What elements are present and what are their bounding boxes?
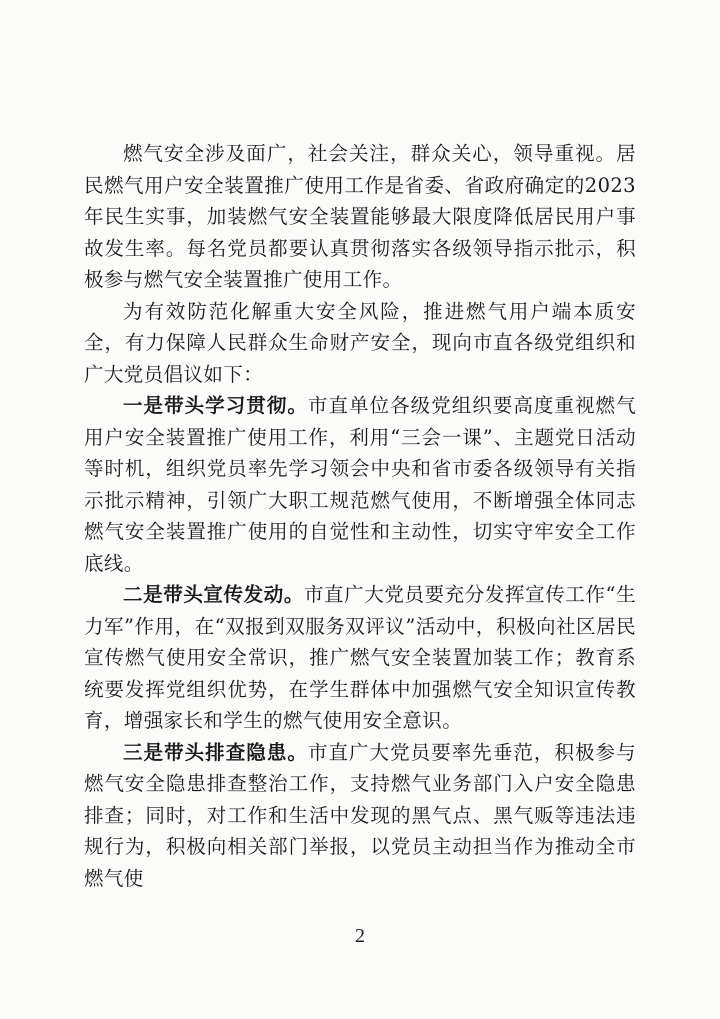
paragraph-item-2 [84, 579, 636, 737]
paragraph-lead: 一是带头学习贯彻。 [123, 394, 308, 417]
paragraph-text: 市直单位各级党组织要高度重视燃气用户安全装置推广使用工作，利用“三会一课”、主题党日活动等时机，组织党员率先学习领会中央和省市委各级领导有关指示批示精神，引领广大职工规范燃气使用，不断增强全体同志燃气安全装置推广使用的自觉性和主动性，切实守牢安全工作底线。 [84, 394, 636, 575]
paragraph-proposal [84, 296, 636, 391]
document-body [84, 138, 636, 894]
paragraph-item-3 [84, 737, 636, 895]
paragraph-item-1 [84, 390, 636, 579]
paragraph-text: 燃气安全涉及面广，社会关注，群众关心，领导重视。居民燃气用户安全装置推广使用工作是省委、省政府确定的2023年民生实事，加装燃气安全装置能够最大限度降低居民用户事故发生率。每名党员都要认真贯彻落实各级领导指示批示，积极参与燃气安全装置推广使用工作。 [84, 142, 636, 291]
paragraph-intro [84, 138, 636, 296]
paragraph-text: 市直广大党员要充分发挥宣传工作“生力军”作用，在“双报到双服务双评议”活动中，积极向社区居民宣传燃气使用安全常识，推广燃气安全装置加装工作；教育系统要发挥党组织优势，在学生群体中加强燃气安全知识宣传教育，增强家长和学生的燃气使用安全意识。 [84, 583, 636, 732]
paragraph-lead: 二是带头宣传发动。 [123, 583, 304, 606]
page-number: 2 [355, 925, 365, 947]
paragraph-lead: 三是带头排查隐患。 [123, 740, 308, 764]
paragraph-text: 为有效防范化解重大安全风险，推进燃气用户端本质安全，有力保障人民群众生命财产安全，现向市直各级党组织和广大党员倡议如下： [84, 299, 636, 386]
paragraph-text: 市直广大党员要率先垂范，积极参与燃气安全隐患排查整治工作，支持燃气业务部门入户安全隐患排查；同时，对工作和生活中发现的黑气点、黑气贩等违法违规行为，积极向相关部门举报，以党员主动担当作为推动全市燃气使 [84, 740, 636, 890]
